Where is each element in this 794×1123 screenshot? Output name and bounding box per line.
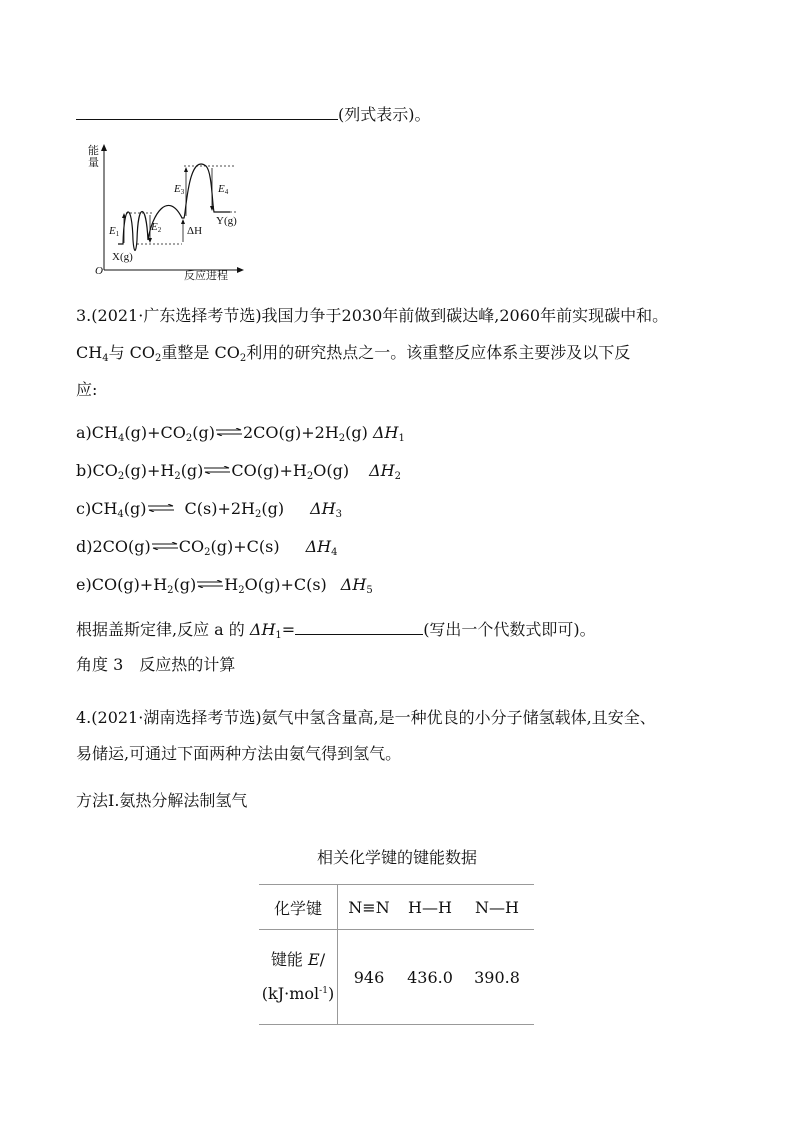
reaction-b: $b)CO_2(g)+H_2(g)$ $CO(g)+H_2O(g)$ $\Delta H_2$ xyxy=(76,461,401,482)
equilibrium-arrow-icon xyxy=(204,466,230,474)
e2-label: E2 xyxy=(151,221,162,234)
y-axis-label: 能量 xyxy=(88,145,99,169)
table-row xyxy=(259,930,534,1025)
q3-line2: $CH_4$与 $CO_2$重整是 $CO_2$利用的研究热点之一。该重整反应体系主要涉及以下反 xyxy=(76,343,631,364)
answer-blank[interactable] xyxy=(295,619,423,635)
table-row-label: 键能 E/ (kJ·mol$^{-1}$) xyxy=(259,930,338,1025)
q4-method: 方法Ⅰ.氨热分解法制氢气 xyxy=(76,791,248,810)
e3-label: E3 xyxy=(174,183,185,196)
e4-label: E4 xyxy=(218,183,229,196)
table-header-cell: N≡N xyxy=(338,885,401,930)
answer-blank[interactable] xyxy=(76,104,338,120)
q4-line2: 易储运,可通过下面两种方法由氨气得到氢气。 xyxy=(76,744,402,763)
reaction-a: $a)CH_4(g)+CO_2(g)$ $2CO(g)+2H_2(g)$ $\Delta H_1$ xyxy=(76,423,405,444)
bond-energy-table xyxy=(259,884,534,1025)
equilibrium-arrow-icon xyxy=(216,428,242,436)
table-header-cell: H—H xyxy=(400,885,460,930)
q3-question: 根据盖斯定律,反应 a 的 $\Delta H_1=$ (写出一个代数式即可)。 xyxy=(76,620,596,641)
q4-line1: 4.(2021·湖南选择考节选)氨气中氢含量高,是一种优良的小分子储氢载体,且安全、 xyxy=(76,708,656,727)
table-cell: 436.0 xyxy=(400,930,460,1025)
reaction-e: $e)CO(g)+H_2(g)$ $H_2O(g)+C(s)$ $\Delta H_5$ xyxy=(76,575,373,596)
dh-label: ΔH xyxy=(187,225,203,237)
start-state-label: X(g) xyxy=(112,251,133,263)
table-header-cell: 化学键 xyxy=(259,885,338,930)
table-row xyxy=(259,885,534,930)
equilibrium-arrow-icon xyxy=(197,580,223,588)
origin-label: O xyxy=(95,265,103,277)
table-cell: 390.8 xyxy=(460,930,534,1025)
table-cell: 946 xyxy=(338,930,401,1025)
equilibrium-arrow-icon xyxy=(148,504,174,512)
e1-label: E1 xyxy=(109,225,120,238)
answer-line: (列式表示)。 xyxy=(76,104,431,125)
x-axis-label: 反应进程 xyxy=(184,270,228,282)
equilibrium-arrow-icon xyxy=(152,542,178,550)
table-header-cell: N—H xyxy=(460,885,534,930)
section-heading: 角度 3 反应热的计算 xyxy=(76,655,236,674)
end-state-label: Y(g) xyxy=(216,215,237,227)
energy-diagram xyxy=(88,142,258,284)
table-caption: 相关化学键的键能数据 xyxy=(316,848,477,867)
y-axis-arrow xyxy=(101,144,107,151)
q3-line3: 应: xyxy=(76,380,98,399)
reaction-c: $c)CH_4(g)$ $C(s)+2H_2(g)$ $\Delta H_3$ xyxy=(76,499,342,520)
x-axis-arrow xyxy=(237,267,244,273)
reaction-d: d)2CO(g) $CO_2(g)+C(s)$ $\Delta H_4$ xyxy=(76,537,338,558)
q3-line1: 3.(2021·广东选择考节选)我国力争于2030年前做到碳达峰,2060年前实现碳中和。 xyxy=(76,306,669,325)
